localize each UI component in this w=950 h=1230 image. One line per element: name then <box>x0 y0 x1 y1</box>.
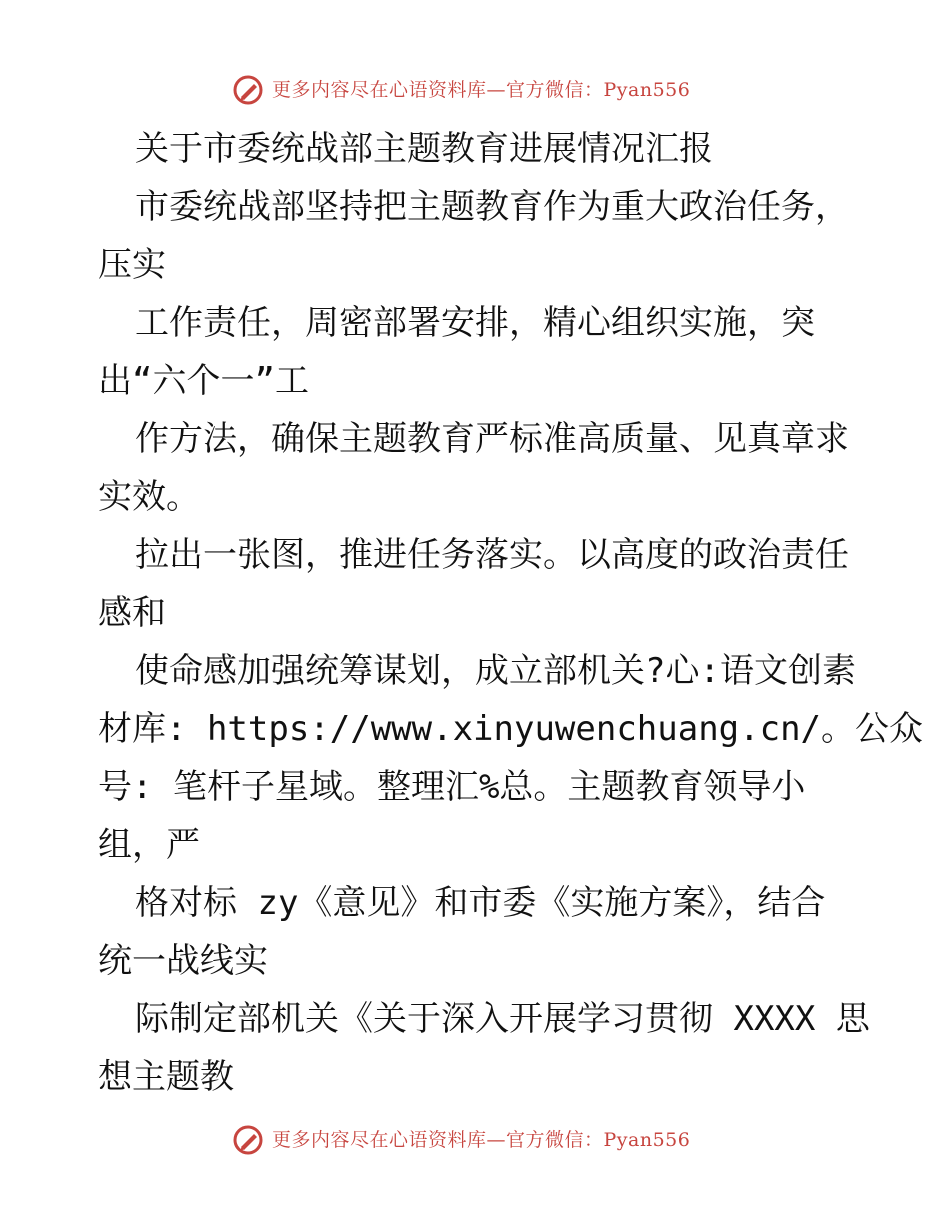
text-line: 出“六个一”工 <box>98 361 309 401</box>
text-line: 感和 <box>98 593 166 633</box>
text-line: 市委统战部坚持把主题教育作为重大政治任务， <box>135 187 849 227</box>
text-line: 压实 <box>98 245 166 285</box>
text-line: 使命感加强统筹谋划，成立部机关?心:语文创素 <box>135 651 856 691</box>
document-body <box>98 120 924 1106</box>
footer-watermark-text: 更多内容尽在心语资料库—官方微信：Pyan556 <box>272 1128 691 1151</box>
text-line: 格对标 zy《意见》和市委《实施方案》，结合 <box>135 883 826 923</box>
text-line: 统一战线实 <box>98 941 268 981</box>
pen-logo-icon <box>232 1124 264 1156</box>
text-line: 实效。 <box>98 477 200 517</box>
header-watermark <box>232 72 752 108</box>
pen-logo-icon <box>232 74 264 106</box>
text-line: 作方法，确保主题教育严标准高质量、见真章求 <box>135 419 849 459</box>
text-line: 工作责任，周密部署安排，精心组织实施，突 <box>135 303 815 343</box>
text-line: 组，严 <box>98 825 200 865</box>
text-line: 号: 笔杆子星域。整理汇%总。主题教育领导小 <box>98 767 806 807</box>
text-line: 想主题教 <box>98 1057 234 1097</box>
header-watermark-text: 更多内容尽在心语资料库—官方微信：Pyan556 <box>272 78 691 101</box>
text-line: 材库: https://www.xinyuwenchuang.cn/。公众 <box>98 709 924 749</box>
text-line: 际制定部机关《关于深入开展学习贯彻 XXXX 思 <box>135 999 870 1039</box>
text-line: 拉出一张图，推进任务落实。以高度的政治责任 <box>135 535 849 575</box>
text-line: 关于市委统战部主题教育进展情况汇报 <box>135 129 713 169</box>
footer-watermark <box>232 1122 752 1158</box>
